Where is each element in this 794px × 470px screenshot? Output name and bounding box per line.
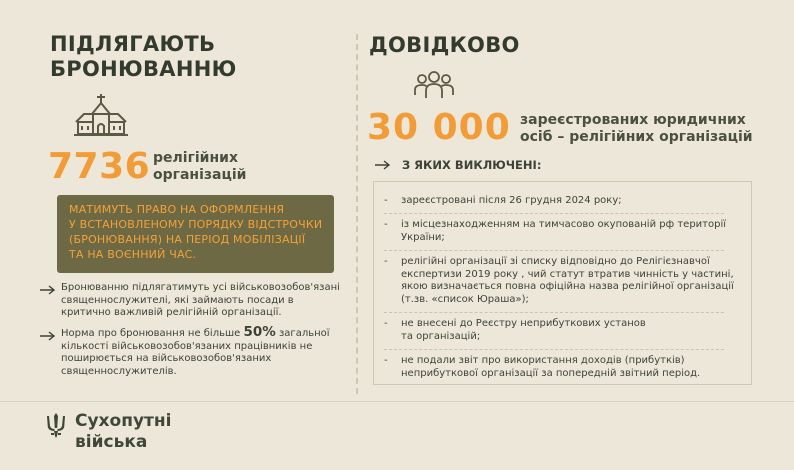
bullet-line: кількості військовозобов'язаних працівників не — [61, 340, 313, 352]
note-line: (БРОНЮВАННЯ) НА ПЕРІОД МОБІЛІЗАЦІЇ — [69, 233, 306, 246]
arrow-right-icon — [375, 160, 391, 170]
item-separator — [384, 250, 724, 251]
exclusion-line: та організацій; — [401, 330, 481, 342]
list-dash: - — [384, 355, 388, 366]
religious-orgs-label — [153, 150, 246, 184]
legal-entities-count: 30 000 — [367, 107, 511, 148]
religious-orgs-count: 7736 — [48, 146, 151, 187]
arrow-right-icon — [40, 331, 56, 341]
bullet-line: Бронюванню підлягатимуть усі військовозобов'язані — [61, 282, 340, 293]
exclusion-line: експертизи 2019 року , чий статут втратив чинність у частині, — [401, 268, 734, 280]
note-line: ТА НА ВОЄННИЙ ЧАС. — [69, 248, 197, 261]
note-line: У ВСТАНОВЛЕНОМУ ПОРЯДКУ ВІДСТРОЧКИ — [69, 218, 323, 231]
item-separator — [384, 213, 724, 214]
legal-entities-label-line2: осіб – релігійних організацій — [520, 129, 753, 145]
list-dash: - — [384, 219, 388, 230]
exclusion-line: не внесені до Реєстру неприбуткових установ — [401, 318, 646, 329]
exclusion-line: (т.зв. «список Юраша»); — [401, 293, 529, 305]
religious-orgs-label-line1: релігійних — [153, 150, 239, 166]
bullet-clergy — [61, 282, 351, 320]
exclusion-item — [401, 256, 746, 306]
left-heading-line2: БРОНЮВАННЮ — [50, 57, 237, 81]
exclusion-line: із місцезнаходженням на тимчасово окупованій рф території — [401, 219, 727, 230]
left-heading — [50, 32, 237, 82]
exclusion-line: не подали звіт про використання доходів (прибутків) — [401, 355, 685, 366]
bullet-suffix: загальної — [275, 328, 330, 339]
deferment-note-text — [69, 202, 329, 262]
bullet-prefix: Норма про бронювання не більше — [61, 328, 244, 339]
note-line: МАТИМУТЬ ПРАВО НА ОФОРМЛЕННЯ — [69, 203, 285, 216]
exclusion-line: України; — [401, 231, 445, 243]
religious-orgs-label-line2: організацій — [153, 167, 247, 183]
exclusion-line: релігійні організації зі списку відповідно до Релігієзнавчої — [401, 256, 710, 267]
exclusion-item — [401, 219, 741, 244]
column-divider — [356, 34, 358, 394]
legal-entities-label-line1: зареєстрованих юридичних — [520, 112, 746, 128]
list-dash: - — [384, 195, 388, 206]
church-icon — [72, 94, 130, 138]
list-dash: - — [384, 318, 388, 329]
left-heading-line1: ПІДЛЯГАЮТЬ — [50, 32, 216, 56]
brand-name — [75, 411, 171, 453]
exclusion-item — [401, 195, 741, 208]
bullet-line: поширюється на військовозобов'язаних — [61, 353, 272, 364]
bullet-line: священнослужителі, які займають посади в — [61, 294, 294, 306]
people-group-icon — [413, 71, 455, 99]
list-dash: - — [384, 256, 388, 267]
exclusion-line: зареєстровані після 26 грудня 2024 року; — [401, 195, 622, 206]
exclusion-item — [401, 318, 741, 343]
exclusion-line: неприбуткової організації за попередній звітний період. — [401, 367, 701, 379]
right-heading: ДОВІДКОВО — [369, 33, 520, 57]
bullet-norm — [61, 326, 351, 378]
exclusion-item — [401, 355, 741, 380]
exclusion-line: якою визначається повна офіційна назва релігійної організації — [401, 281, 734, 292]
footer-divider — [0, 401, 794, 402]
bullet-line: священнослужителів. — [61, 365, 177, 377]
bullet-line: критично важливій релігійній організації. — [61, 307, 282, 318]
exclusions-heading: З ЯКИХ ВИКЛЮЧЕНІ: — [402, 158, 542, 172]
item-separator — [384, 349, 724, 350]
brand-name-line2: війська — [75, 432, 148, 452]
trident-emblem-icon — [45, 412, 67, 438]
legal-entities-label — [520, 112, 753, 146]
arrow-right-icon — [40, 285, 56, 295]
percent-highlight: 50% — [243, 324, 276, 340]
bullet-line — [61, 326, 351, 341]
brand-name-line1: Сухопутні — [75, 411, 172, 431]
item-separator — [384, 312, 724, 313]
